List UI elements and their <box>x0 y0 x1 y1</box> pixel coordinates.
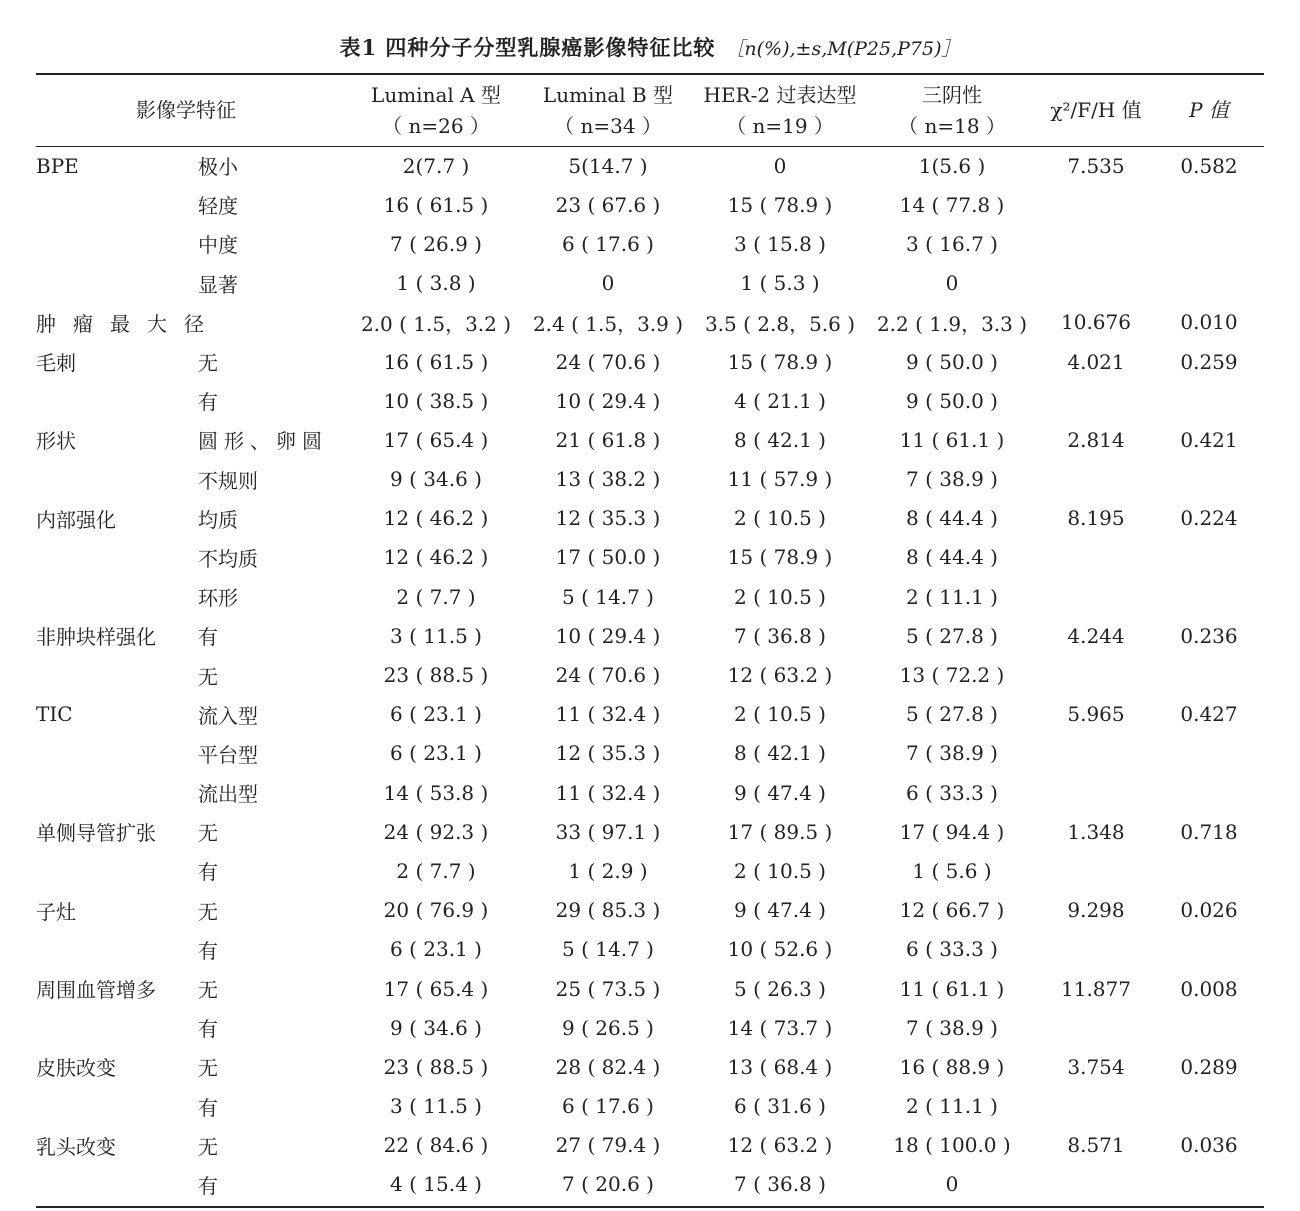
her2-cell: 17 ( 89.5 ) <box>727 819 833 844</box>
luminal-a-cell: 20 ( 76.9 ) <box>383 898 489 923</box>
p-value-cell <box>1154 1008 1264 1047</box>
her2-cell: 2 ( 10.5 ) <box>734 506 826 531</box>
luminal-b-cell: 24 ( 70.6 ) <box>555 349 661 374</box>
her2-cell: 7 ( 36.8 ) <box>734 1172 826 1197</box>
stat-value-cell <box>1038 773 1154 812</box>
luminal-b-cell: 21 ( 61.8 ) <box>555 427 661 452</box>
p-value-cell <box>1154 460 1264 499</box>
subcategory-cell: 有 <box>198 625 218 650</box>
stat-value-cell <box>1038 577 1154 616</box>
luminal-b-cell: 10 ( 29.4 ) <box>555 623 661 648</box>
table-row <box>36 185 1264 224</box>
p-value-cell <box>1154 538 1264 577</box>
subcategory-cell: 显著 <box>198 272 238 297</box>
triple-negative-cell: 13 ( 72.2 ) <box>899 663 1005 688</box>
feature-cell <box>36 264 198 303</box>
p-value-cell: 0.259 <box>1180 349 1238 374</box>
feature-cell <box>36 381 198 420</box>
luminal-b-cell: 0 <box>601 271 615 296</box>
header-luminal-a <box>350 75 522 146</box>
caption-stat-notation: ［n(%),±s,M(P25,P75)］ <box>725 38 961 60</box>
stat-value-cell <box>1038 851 1154 890</box>
triple-negative-cell: 0 <box>945 271 959 296</box>
p-value-cell: 0.582 <box>1180 153 1238 178</box>
table-row <box>36 1087 1264 1126</box>
table-row <box>36 1165 1264 1204</box>
stat-value-cell: 11.877 <box>1061 976 1131 1001</box>
her2-cell: 7 ( 36.8 ) <box>734 623 826 648</box>
luminal-a-cell: 23 ( 88.5 ) <box>383 663 489 688</box>
p-value-cell <box>1154 185 1264 224</box>
triple-negative-cell: 7 ( 38.9 ) <box>906 741 998 766</box>
subcategory-cell: 不规则 <box>198 468 258 493</box>
table-row <box>36 930 1264 969</box>
luminal-a-cell: 17 ( 65.4 ) <box>383 427 489 452</box>
stat-value-cell <box>1038 930 1154 969</box>
luminal-a-cell: 17 ( 65.4 ) <box>383 976 489 1001</box>
luminal-a-cell: 12 ( 46.2 ) <box>383 506 489 531</box>
p-value-cell <box>1154 224 1264 263</box>
subcategory-cell: 无 <box>198 899 218 924</box>
stat-value-cell: 2.814 <box>1067 427 1125 452</box>
subcategory-cell: 流出型 <box>198 782 258 807</box>
features-table <box>36 75 1264 1204</box>
stat-value-cell: 1.348 <box>1067 819 1125 844</box>
subcategory-cell: 轻度 <box>198 194 238 219</box>
p-value-cell <box>1154 930 1264 969</box>
feature-cell <box>36 538 198 577</box>
stat-value-cell: 9.298 <box>1067 898 1125 923</box>
p-value-cell <box>1154 773 1264 812</box>
p-value-cell: 0.236 <box>1180 623 1238 648</box>
group-n: （ n=34 ） <box>554 113 662 138</box>
luminal-b-cell: 13 ( 38.2 ) <box>555 467 661 492</box>
p-value-cell: 0.427 <box>1180 702 1238 727</box>
feature-cell <box>36 224 198 263</box>
feature-cell: 周围血管增多 <box>36 978 156 1003</box>
p-value-cell: 0.008 <box>1180 976 1238 1001</box>
stat-value-cell: 3.754 <box>1067 1054 1125 1079</box>
subcategory-cell: 有 <box>198 938 218 963</box>
triple-negative-cell: 12 ( 66.7 ) <box>899 898 1005 923</box>
luminal-b-cell: 2.4 ( 1.5，3.9 ) <box>532 311 684 336</box>
header-row <box>36 75 1264 146</box>
luminal-a-cell: 24 ( 92.3 ) <box>383 819 489 844</box>
header-triple-negative <box>866 75 1038 146</box>
triple-negative-cell: 5 ( 27.8 ) <box>906 702 998 727</box>
her2-cell: 12 ( 63.2 ) <box>727 1133 833 1158</box>
table-row <box>36 303 1264 342</box>
subcategory-cell: 均质 <box>198 507 238 532</box>
triple-negative-cell: 6 ( 33.3 ) <box>906 937 998 962</box>
stat-value-cell: 8.571 <box>1067 1133 1125 1158</box>
table-row <box>36 851 1264 890</box>
subcategory-cell: 不均质 <box>198 546 258 571</box>
stat-value-cell <box>1038 734 1154 773</box>
p-value-cell: 0.224 <box>1180 506 1238 531</box>
luminal-b-cell: 12 ( 35.3 ) <box>555 506 661 531</box>
table-row <box>36 655 1264 694</box>
stat-value-cell <box>1038 381 1154 420</box>
triple-negative-cell: 2.2 ( 1.9，3.3 ) <box>876 311 1028 336</box>
her2-cell: 8 ( 42.1 ) <box>734 741 826 766</box>
luminal-a-cell: 1 ( 3.8 ) <box>396 271 476 296</box>
luminal-a-cell: 3 ( 11.5 ) <box>390 1094 482 1119</box>
subcategory-cell: 无 <box>198 978 218 1003</box>
luminal-a-cell: 4 ( 15.4 ) <box>390 1172 482 1197</box>
her2-cell: 15 ( 78.9 ) <box>727 349 833 374</box>
group-name: HER-2 过表达型 <box>703 82 857 107</box>
luminal-a-cell: 16 ( 61.5 ) <box>383 192 489 217</box>
triple-negative-cell: 6 ( 33.3 ) <box>906 780 998 805</box>
triple-negative-cell: 5 ( 27.8 ) <box>906 623 998 648</box>
triple-negative-cell: 3 ( 16.7 ) <box>906 231 998 256</box>
stat-value-cell <box>1038 538 1154 577</box>
caption-label: 表1 四种分子分型乳腺癌影像特征比较 <box>339 35 716 60</box>
feature-cell <box>36 773 198 812</box>
feature-cell <box>36 734 198 773</box>
subcategory-cell: 流入型 <box>198 703 258 728</box>
table-row <box>36 734 1264 773</box>
triple-negative-cell: 14 ( 77.8 ) <box>899 192 1005 217</box>
feature-cell: 毛刺 <box>36 351 76 376</box>
table-caption <box>0 32 1300 62</box>
her2-cell: 11 ( 57.9 ) <box>727 467 833 492</box>
luminal-a-cell: 14 ( 53.8 ) <box>383 780 489 805</box>
feature-cell: 内部强化 <box>36 507 116 532</box>
group-n: （ n=26 ） <box>382 113 490 138</box>
header-p: P 值 <box>1189 98 1229 122</box>
feature-cell: 单侧导管扩张 <box>36 821 156 846</box>
p-value-cell <box>1154 577 1264 616</box>
luminal-a-cell: 2(7.7 ) <box>402 153 470 178</box>
triple-negative-cell: 2 ( 11.1 ) <box>906 1094 998 1119</box>
her2-cell: 3 ( 15.8 ) <box>734 231 826 256</box>
triple-negative-cell: 7 ( 38.9 ) <box>906 467 998 492</box>
feature-cell: 乳头改变 <box>36 1134 116 1159</box>
luminal-b-cell: 17 ( 50.0 ) <box>555 545 661 570</box>
subcategory-cell: 无 <box>198 821 218 846</box>
p-value-cell: 0.036 <box>1180 1133 1238 1158</box>
stat-value-cell <box>1038 1087 1154 1126</box>
table-row <box>36 146 1264 185</box>
triple-negative-cell: 7 ( 38.9 ) <box>906 1015 998 1040</box>
her2-cell: 2 ( 10.5 ) <box>734 858 826 883</box>
luminal-a-cell: 6 ( 23.1 ) <box>390 937 482 962</box>
luminal-b-cell: 25 ( 73.5 ) <box>555 976 661 1001</box>
luminal-a-cell: 2 ( 7.7 ) <box>396 584 476 609</box>
triple-negative-cell: 0 <box>945 1172 959 1197</box>
subcategory-cell: 无 <box>198 351 218 376</box>
her2-cell: 4 ( 21.1 ) <box>734 388 826 413</box>
her2-cell: 5 ( 26.3 ) <box>734 976 826 1001</box>
her2-cell: 13 ( 68.4 ) <box>727 1054 833 1079</box>
stat-value-cell <box>1038 460 1154 499</box>
subcategory-cell: 极小 <box>198 155 238 180</box>
p-value-cell: 0.010 <box>1180 310 1238 335</box>
luminal-a-cell: 6 ( 23.1 ) <box>390 702 482 727</box>
p-value-cell: 0.718 <box>1180 819 1238 844</box>
p-value-cell: 0.026 <box>1180 898 1238 923</box>
triple-negative-cell: 18 ( 100.0 ) <box>893 1133 1011 1158</box>
luminal-b-cell: 6 ( 17.6 ) <box>562 231 654 256</box>
subcategory-cell: 平台型 <box>198 742 258 767</box>
luminal-b-cell: 5 ( 14.7 ) <box>562 584 654 609</box>
luminal-a-cell: 9 ( 34.6 ) <box>390 467 482 492</box>
subcategory-cell: 有 <box>198 1017 218 1042</box>
luminal-b-cell: 12 ( 35.3 ) <box>555 741 661 766</box>
header-luminal-b <box>522 75 694 146</box>
luminal-b-cell: 24 ( 70.6 ) <box>555 663 661 688</box>
luminal-a-cell: 3 ( 11.5 ) <box>390 623 482 648</box>
her2-cell: 3.5 ( 2.8，5.6 ) <box>704 311 856 336</box>
luminal-b-cell: 11 ( 32.4 ) <box>555 702 661 727</box>
feature-cell: 非肿块样强化 <box>36 625 156 650</box>
triple-negative-cell: 11 ( 61.1 ) <box>899 427 1005 452</box>
header-stat: χ²/F/H 值 <box>1050 98 1142 122</box>
luminal-b-cell: 33 ( 97.1 ) <box>555 819 661 844</box>
feature-cell <box>36 851 198 890</box>
luminal-a-cell: 23 ( 88.5 ) <box>383 1054 489 1079</box>
stat-value-cell: 4.244 <box>1067 623 1125 648</box>
subcategory-cell: 有 <box>198 1173 218 1198</box>
table-row <box>36 460 1264 499</box>
luminal-b-cell: 5(14.7 ) <box>568 153 648 178</box>
table-row <box>36 812 1264 851</box>
triple-negative-cell: 9 ( 50.0 ) <box>906 388 998 413</box>
triple-negative-cell: 16 ( 88.9 ) <box>899 1054 1005 1079</box>
luminal-a-cell: 6 ( 23.1 ) <box>390 741 482 766</box>
table-row <box>36 420 1264 459</box>
triple-negative-cell: 9 ( 50.0 ) <box>906 349 998 374</box>
group-name: 三阴性 <box>922 82 982 107</box>
luminal-b-cell: 6 ( 17.6 ) <box>562 1094 654 1119</box>
subcategory-cell: 有 <box>198 1095 218 1120</box>
stat-value-cell <box>1038 224 1154 263</box>
table-row <box>36 538 1264 577</box>
luminal-a-cell: 9 ( 34.6 ) <box>390 1015 482 1040</box>
feature-cell <box>36 577 198 616</box>
p-value-cell: 0.289 <box>1180 1054 1238 1079</box>
stat-value-cell <box>1038 185 1154 224</box>
feature-cell <box>36 655 198 694</box>
subcategory-cell: 有 <box>198 860 218 885</box>
luminal-b-cell: 11 ( 32.4 ) <box>555 780 661 805</box>
her2-cell: 2 ( 10.5 ) <box>734 584 826 609</box>
p-value-cell: 0.421 <box>1180 427 1238 452</box>
triple-negative-cell: 1(5.6 ) <box>918 153 986 178</box>
table-row <box>36 499 1264 538</box>
feature-cell: BPE <box>36 153 79 178</box>
subcategory-cell: 无 <box>198 1134 218 1159</box>
table-row <box>36 577 1264 616</box>
subcategory-cell: 环形 <box>198 586 238 611</box>
table-row <box>36 969 1264 1008</box>
table-row <box>36 342 1264 381</box>
triple-negative-cell: 8 ( 44.4 ) <box>906 545 998 570</box>
her2-cell: 15 ( 78.9 ) <box>727 545 833 570</box>
stat-value-cell <box>1038 264 1154 303</box>
table-body <box>36 146 1264 1204</box>
triple-negative-cell: 8 ( 44.4 ) <box>906 506 998 531</box>
table-row <box>36 1008 1264 1047</box>
table-row <box>36 773 1264 812</box>
her2-cell: 15 ( 78.9 ) <box>727 192 833 217</box>
stat-value-cell: 10.676 <box>1061 310 1131 335</box>
stat-value-cell: 4.021 <box>1067 349 1125 374</box>
p-value-cell <box>1154 851 1264 890</box>
her2-cell: 6 ( 31.6 ) <box>734 1094 826 1119</box>
group-n: （ n=18 ） <box>898 113 1006 138</box>
table-row <box>36 264 1264 303</box>
p-value-cell <box>1154 655 1264 694</box>
stat-value-cell: 5.965 <box>1067 702 1125 727</box>
luminal-b-cell: 28 ( 82.4 ) <box>555 1054 661 1079</box>
feature-cell: TIC <box>36 702 73 727</box>
p-value-cell <box>1154 734 1264 773</box>
stat-value-cell: 7.535 <box>1067 153 1125 178</box>
table-row <box>36 695 1264 734</box>
luminal-b-cell: 7 ( 20.6 ) <box>562 1172 654 1197</box>
subcategory-cell: 无 <box>198 664 218 689</box>
luminal-b-cell: 27 ( 79.4 ) <box>555 1133 661 1158</box>
feature-cell <box>36 930 198 969</box>
luminal-b-cell: 5 ( 14.7 ) <box>562 937 654 962</box>
stat-value-cell <box>1038 1008 1154 1047</box>
feature-cell: 子灶 <box>36 899 76 924</box>
stat-value-cell: 8.195 <box>1067 506 1125 531</box>
feature-cell <box>36 460 198 499</box>
her2-cell: 2 ( 10.5 ) <box>734 702 826 727</box>
group-n: （ n=19 ） <box>726 113 834 138</box>
table-row <box>36 616 1264 655</box>
her2-cell: 9 ( 47.4 ) <box>734 780 826 805</box>
luminal-a-cell: 2.0 ( 1.5，3.2 ) <box>360 311 512 336</box>
table-row <box>36 381 1264 420</box>
p-value-cell <box>1154 1087 1264 1126</box>
her2-cell: 12 ( 63.2 ) <box>727 663 833 688</box>
stat-value-cell <box>1038 655 1154 694</box>
triple-negative-cell: 11 ( 61.1 ) <box>899 976 1005 1001</box>
her2-cell: 0 <box>773 153 787 178</box>
luminal-a-cell: 10 ( 38.5 ) <box>383 388 489 413</box>
triple-negative-cell: 1 ( 5.6 ) <box>912 858 992 883</box>
table-row <box>36 224 1264 263</box>
feature-cell: 形状 <box>36 429 76 454</box>
subcategory-cell: 有 <box>198 390 218 415</box>
luminal-b-cell: 1 ( 2.9 ) <box>568 858 648 883</box>
luminal-a-cell: 7 ( 26.9 ) <box>390 231 482 256</box>
feature-cell: 肿瘤最大径 <box>36 311 221 336</box>
feature-cell <box>36 1087 198 1126</box>
subcategory-cell: 无 <box>198 1056 218 1081</box>
bottom-rule <box>36 1206 1264 1208</box>
luminal-b-cell: 9 ( 26.5 ) <box>562 1015 654 1040</box>
triple-negative-cell: 2 ( 11.1 ) <box>906 584 998 609</box>
header-her2 <box>694 75 866 146</box>
luminal-b-cell: 23 ( 67.6 ) <box>555 192 661 217</box>
p-value-cell <box>1154 264 1264 303</box>
feature-cell <box>36 185 198 224</box>
luminal-a-cell: 16 ( 61.5 ) <box>383 349 489 374</box>
luminal-b-cell: 29 ( 85.3 ) <box>555 898 661 923</box>
feature-cell <box>36 1008 198 1047</box>
table-row <box>36 891 1264 930</box>
header-feature: 影像学特征 <box>136 98 236 122</box>
her2-cell: 8 ( 42.1 ) <box>734 427 826 452</box>
stat-value-cell <box>1038 1165 1154 1204</box>
subcategory-cell: 中度 <box>198 233 238 258</box>
triple-negative-cell: 17 ( 94.4 ) <box>899 819 1005 844</box>
p-value-cell <box>1154 381 1264 420</box>
luminal-a-cell: 2 ( 7.7 ) <box>396 858 476 883</box>
luminal-b-cell: 10 ( 29.4 ) <box>555 388 661 413</box>
luminal-a-cell: 12 ( 46.2 ) <box>383 545 489 570</box>
her2-cell: 14 ( 73.7 ) <box>727 1015 833 1040</box>
table-row <box>36 1126 1264 1165</box>
her2-cell: 9 ( 47.4 ) <box>734 898 826 923</box>
group-name: Luminal B 型 <box>542 82 674 107</box>
subcategory-cell: 圆形、卵圆 <box>198 429 328 454</box>
p-value-cell <box>1154 1165 1264 1204</box>
feature-cell <box>36 1165 198 1204</box>
feature-cell: 皮肤改变 <box>36 1056 116 1081</box>
luminal-a-cell: 22 ( 84.6 ) <box>383 1133 489 1158</box>
group-name: Luminal A 型 <box>371 82 501 107</box>
table-row <box>36 1047 1264 1086</box>
her2-cell: 1 ( 5.3 ) <box>740 271 820 296</box>
her2-cell: 10 ( 52.6 ) <box>727 937 833 962</box>
